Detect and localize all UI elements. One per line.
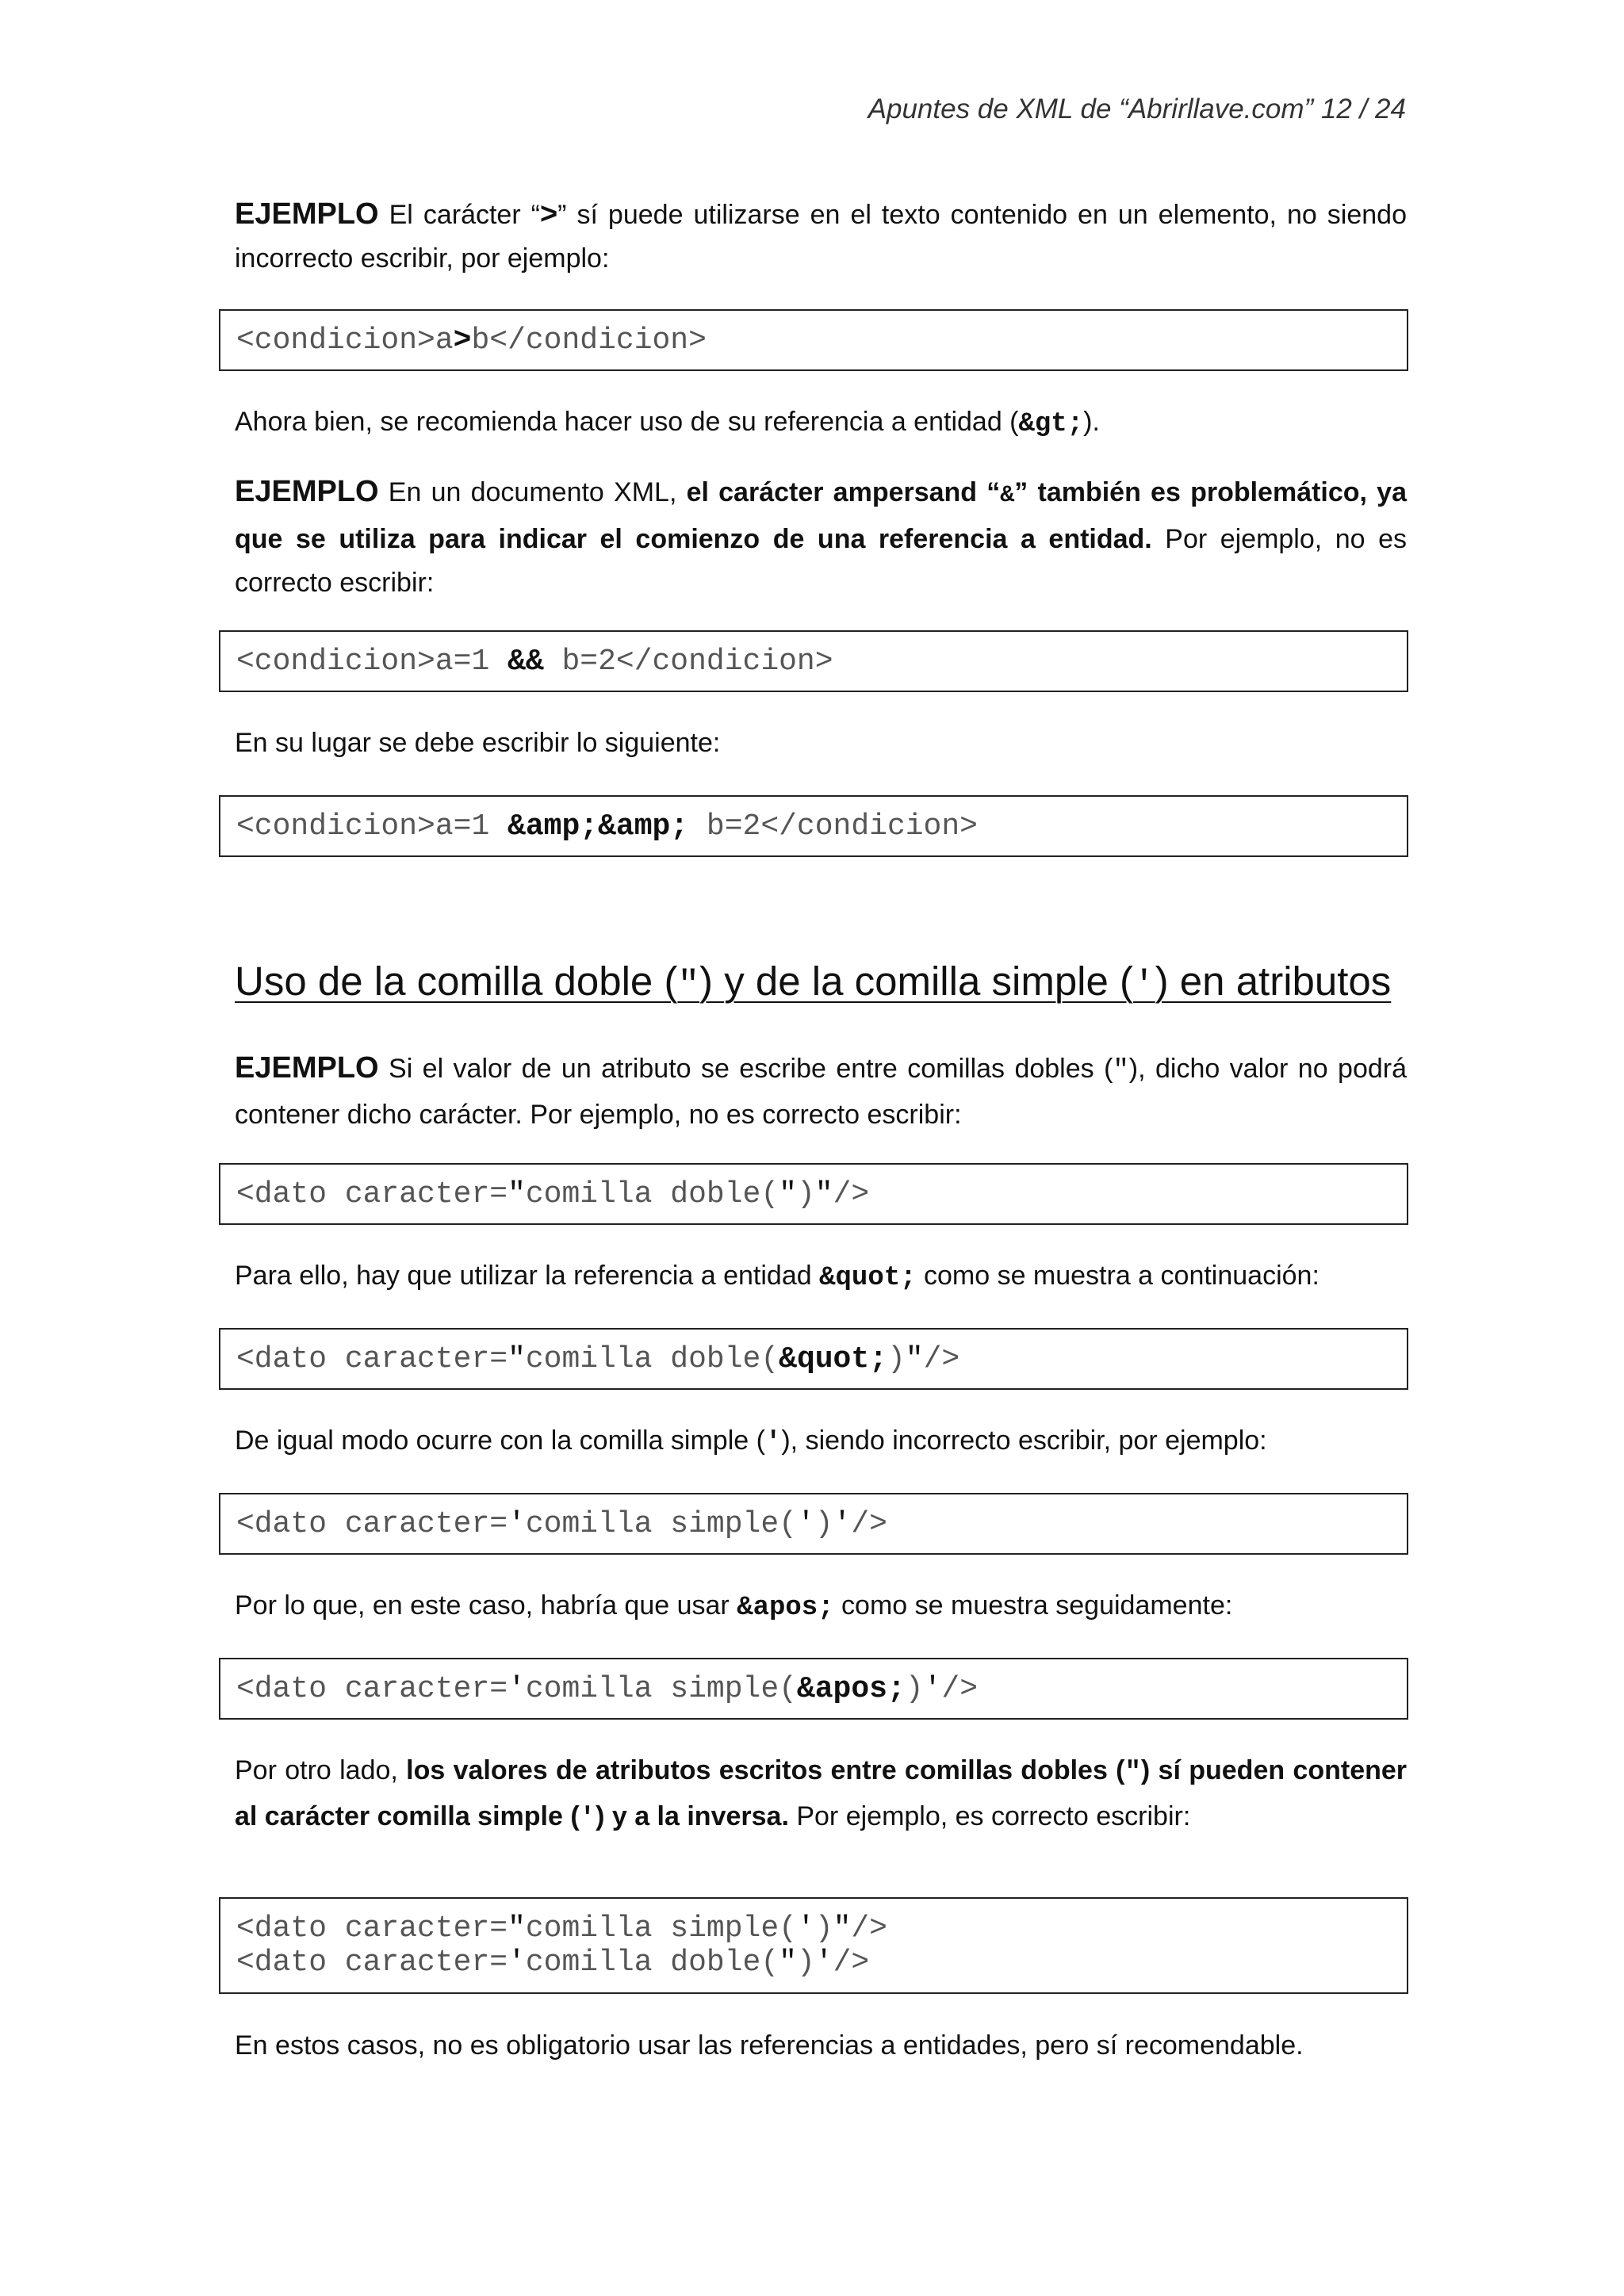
code-quote: " <box>779 1946 797 1980</box>
entity-apos: &apos; <box>737 1593 834 1623</box>
heading-text: ) en atributos <box>1155 959 1392 1004</box>
text-span: Por lo que, en este caso, habría que usar <box>235 1590 737 1621</box>
code-line <box>236 809 1407 844</box>
code-line <box>236 645 1407 679</box>
code-text: /> <box>941 1671 978 1706</box>
text-span: ), siendo incorrecto escribir, por ejemplo: <box>781 1425 1267 1456</box>
code-text: <dato caracter= <box>236 1506 508 1541</box>
code-text: /> <box>833 1177 870 1211</box>
code-text: b=2</condicion> <box>688 809 978 844</box>
code-text: ) <box>905 1671 924 1706</box>
code-block-dq-right <box>219 1328 1408 1390</box>
code-text: ) <box>814 1911 833 1946</box>
bold-text: ) sí pueden contener al carácter comilla simple ( <box>235 1755 1408 1831</box>
code-text: /> <box>851 1911 887 1946</box>
text-span: Por otro lado, <box>235 1755 407 1785</box>
paragraph-apos-entity <box>235 1584 1407 1630</box>
paragraph-quot-entity <box>235 1254 1407 1300</box>
code-bold: &apos; <box>796 1671 906 1706</box>
code-text: /> <box>923 1341 960 1376</box>
code-text: b</condicion> <box>471 323 707 358</box>
code-text: comilla simple( <box>525 1911 797 1946</box>
code-text: /> <box>833 1946 870 1980</box>
code-line <box>236 323 1407 358</box>
code-quote: " <box>508 1341 526 1376</box>
bold-text: ) y a la inversa. <box>596 1801 789 1831</box>
code-line <box>236 1342 1407 1376</box>
bold-text: los valores de atributos escritos entre comillas dobles ( <box>406 1755 1125 1785</box>
code-text: <dato caracter= <box>236 1341 508 1376</box>
code-quote: ' <box>814 1946 833 1980</box>
code-block-sq-wrong <box>219 1493 1408 1555</box>
code-text: <dato caracter= <box>236 1911 508 1946</box>
heading-quote: " <box>677 965 700 1006</box>
code-text: ) <box>796 1177 815 1211</box>
code-quote: " <box>814 1177 833 1211</box>
code-quote: " <box>833 1911 852 1946</box>
code-quote: ' <box>923 1671 942 1706</box>
code-block-mixed <box>219 1897 1408 1994</box>
page-number: 12 / 24 <box>1320 94 1406 124</box>
code-block-sq-right <box>219 1658 1408 1720</box>
paragraph-single-quote <box>235 1419 1407 1465</box>
code-text: ) <box>814 1506 833 1541</box>
text-span: Para ello, hay que utilizar la referencia a entidad <box>235 1261 820 1291</box>
paragraph-example-quotes <box>235 1047 1407 1137</box>
text-span: En un documento XML, <box>378 477 687 507</box>
example-label: EJEMPLO <box>235 475 379 508</box>
heading-text: ) y de la comilla simple ( <box>699 959 1134 1004</box>
text-span: Si el valor de un atributo se escribe entre comillas dobles ( <box>378 1054 1113 1084</box>
code-text: ) <box>887 1341 906 1376</box>
header-title: Apuntes de XML de “Abrirllave.com” <box>868 94 1314 124</box>
code-block-amp-right <box>219 795 1408 857</box>
page-header <box>0 94 1406 125</box>
code-line <box>236 1177 1407 1211</box>
quote-char: " <box>1113 1056 1129 1086</box>
text-span: como se muestra a continuación: <box>916 1261 1320 1291</box>
example-label: EJEMPLO <box>235 1051 379 1085</box>
code-bold: && <box>508 644 544 679</box>
code-text: b=2</condicion> <box>543 644 833 679</box>
code-text: <dato caracter= <box>236 1177 508 1211</box>
code-quote: " <box>508 1911 526 1946</box>
code-quote: ' <box>796 1911 815 1946</box>
quote-char: " <box>1124 1758 1141 1788</box>
code-line <box>236 1946 1407 1980</box>
gt-char: > <box>539 197 558 231</box>
code-quote: ' <box>508 1671 526 1706</box>
bold-text: el carácter ampersand “ <box>686 477 1001 507</box>
code-bold: &amp;&amp; <box>508 809 689 844</box>
text-span: De igual modo ocurre con la comilla simple ( <box>235 1425 765 1456</box>
code-block-amp-wrong <box>219 630 1408 692</box>
code-text: /> <box>851 1506 887 1541</box>
code-text: <condicion>a=1 <box>236 644 508 679</box>
paragraph-example-amp <box>235 470 1407 605</box>
text-span: Ahora bien, se recomienda hacer uso de su referencia a entidad ( <box>235 407 1019 437</box>
code-block-gt <box>219 309 1408 371</box>
code-text: comilla doble( <box>525 1341 779 1376</box>
code-text: comilla simple( <box>525 1506 797 1541</box>
code-text: comilla doble( <box>525 1177 779 1211</box>
paragraph-example-gt <box>235 193 1407 281</box>
paragraph-mixed-quotes <box>235 1749 1407 1841</box>
code-quote: " <box>905 1341 924 1376</box>
code-text: <dato caracter= <box>236 1946 508 1980</box>
code-text: <dato caracter= <box>236 1671 508 1706</box>
code-quote: " <box>779 1177 797 1211</box>
code-quote: ' <box>796 1506 815 1541</box>
paragraph-instead: En su lugar se debe escribir lo siguiente: <box>235 728 721 758</box>
heading-text: Uso de la comilla doble ( <box>235 959 678 1004</box>
paragraph-gt-entity <box>235 400 1407 446</box>
code-bold: &quot; <box>779 1341 887 1376</box>
code-block-dq-wrong <box>219 1163 1408 1225</box>
text-span: como se muestra seguidamente: <box>833 1590 1233 1621</box>
example-label: EJEMPLO <box>235 197 379 231</box>
quote-char: ' <box>579 1804 596 1834</box>
code-text: comilla simple( <box>525 1671 797 1706</box>
code-line <box>236 1507 1407 1541</box>
text-span: ” sí puede utilizarse en el texto contenido en un elemento, no siendo incorrecto escribir, por ejemplo: <box>235 200 1407 274</box>
code-quote: ' <box>833 1506 852 1541</box>
quote-char: ' <box>764 1428 782 1458</box>
amp-char: & <box>1000 482 1015 509</box>
text-span: El carácter “ <box>378 200 540 230</box>
paragraph-conclusion: En estos casos, no es obligatorio usar las referencias a entidades, pero sí recomendable. <box>235 2030 1304 2061</box>
code-quote: ' <box>508 1506 526 1541</box>
code-text: comilla doble( <box>525 1946 779 1980</box>
code-text: ) <box>796 1946 815 1980</box>
bold-text: ” también es problemático, ya que se utiliza para indicar el comienzo de una referencia a entidad. <box>235 477 1408 554</box>
code-quote: " <box>508 1177 526 1211</box>
entity-quot: &quot; <box>819 1263 917 1293</box>
entity-gt: &gt; <box>1018 409 1084 439</box>
heading-quote: ' <box>1133 965 1155 1006</box>
text-span: ). <box>1083 407 1100 437</box>
code-bold: > <box>453 323 472 358</box>
text-span: ), dicho valor no podrá contener dicho carácter. Por ejemplo, no es correcto escribir: <box>235 1054 1407 1130</box>
code-quote: ' <box>508 1946 526 1980</box>
text-span: Por ejemplo, es correcto escribir: <box>788 1801 1191 1831</box>
code-line <box>236 1672 1407 1706</box>
section-heading <box>235 958 1391 1006</box>
text-span: Por ejemplo, no es correcto escribir: <box>235 524 1407 598</box>
code-line <box>236 1911 1407 1946</box>
code-text: <condicion>a <box>236 323 454 358</box>
code-text: <condicion>a=1 <box>236 809 508 844</box>
